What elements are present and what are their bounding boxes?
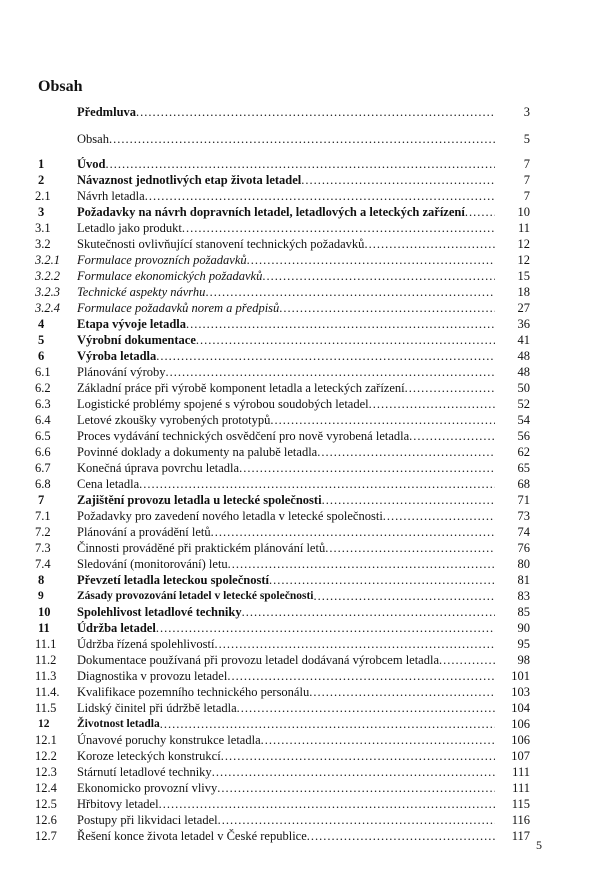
- toc-entry-page: 111: [512, 781, 530, 795]
- toc-entry-number: 3.2.3: [35, 285, 60, 299]
- toc-entry-page: 98: [517, 653, 530, 667]
- toc-entry-title: [77, 396, 495, 412]
- toc-entry-title: [77, 668, 495, 684]
- toc-leader-dots: [212, 764, 495, 780]
- toc-entry-page: 54: [517, 413, 530, 427]
- toc-entry-title-text: Úvod: [77, 157, 106, 171]
- toc-entry-title: [77, 780, 495, 796]
- toc-entry-title-text: Technické aspekty návrhu: [77, 285, 206, 299]
- toc-entry-title: [77, 636, 495, 652]
- toc-entry-title: [77, 236, 495, 252]
- toc-entry: [0, 652, 600, 668]
- toc-entry: [0, 428, 600, 444]
- toc-entry-title-text: Povinné doklady a dokumenty na palubě letadla: [77, 445, 318, 459]
- toc-leader-dots: [409, 428, 495, 444]
- toc-entry: [0, 220, 600, 236]
- toc-entry: [0, 540, 600, 556]
- toc-leader-dots: [205, 284, 495, 300]
- toc-entry: [0, 131, 600, 147]
- toc-entry-title: [77, 748, 495, 764]
- toc-entry-title: [77, 588, 495, 604]
- toc-entry-page: 104: [511, 701, 530, 715]
- toc-entry-number: 12.3: [35, 765, 57, 779]
- toc-entry-title-text: Diagnostika v provozu letadel: [77, 669, 228, 683]
- toc-entry-title-text: Údržba řízená spolehlivostí: [77, 637, 215, 651]
- toc-entry-title-text: Hřbitovy letadel: [77, 797, 159, 811]
- toc-entry: [0, 172, 600, 188]
- toc-entry-title-text: Koroze leteckých konstrukcí: [77, 749, 221, 763]
- toc-leader-dots: [221, 748, 495, 764]
- toc-entry-number: 11: [38, 621, 50, 635]
- toc-entry: [0, 268, 600, 284]
- toc-entry: [0, 556, 600, 572]
- toc-leader-dots: [364, 236, 495, 252]
- toc-entry-number: 11.2: [35, 653, 57, 667]
- toc-entry-title: [77, 764, 495, 780]
- toc-leader-dots: [325, 540, 495, 556]
- toc-entry-title-text: Ekonomicko provozní vlivy: [77, 781, 218, 795]
- toc-entry-number: 11.5: [35, 701, 57, 715]
- toc-leader-dots: [109, 131, 495, 147]
- toc-entry-page: 95: [517, 637, 530, 651]
- toc-leader-dots: [322, 492, 495, 508]
- toc-entry-title: [77, 556, 495, 572]
- toc-entry-page: 101: [511, 669, 530, 683]
- toc-leader-dots: [314, 588, 496, 604]
- toc-entry-title-text: Řešení konce života letadel v České republice: [77, 829, 307, 843]
- toc-entry-title: [77, 716, 495, 732]
- toc-entry-page: 115: [511, 797, 530, 811]
- toc-entry-number: 12.5: [35, 797, 57, 811]
- toc-entry: [0, 380, 600, 396]
- toc-entry-number: 6.2: [35, 381, 51, 395]
- toc-entry: [0, 764, 600, 780]
- toc-entry-title-text: Logistické problémy spojené s výrobou soudobých letadel: [77, 397, 369, 411]
- toc-entry-title-text: Požadavky na návrh dopravních letadel, letadlových a leteckých zařízení: [77, 205, 465, 219]
- page-title: Obsah: [38, 78, 83, 95]
- toc-entry-title: [77, 604, 495, 620]
- toc-entry-title-text: Výroba letadla: [77, 349, 157, 363]
- toc-entry: [0, 444, 600, 460]
- toc-entry-number: 6.7: [35, 461, 51, 475]
- toc-entry: [0, 104, 600, 120]
- toc-entry: [0, 716, 600, 732]
- toc-entry-page: 116: [511, 813, 530, 827]
- toc-entry-number: 7.1: [35, 509, 51, 523]
- toc-leader-dots: [269, 572, 495, 588]
- toc-entry-title-text: Cena letadla: [77, 477, 140, 491]
- toc-entry-page: 11: [517, 221, 530, 235]
- toc-entry-title: [77, 252, 495, 268]
- toc-entry-number: 3.2: [35, 237, 51, 251]
- toc-entry: [0, 156, 600, 172]
- toc-entry-title: [77, 131, 495, 147]
- toc-entry-title-text: Formulace ekonomických požadavků: [77, 269, 263, 283]
- toc-entry-page: 111: [512, 765, 530, 779]
- toc-entry-title: [77, 540, 495, 556]
- toc-entry-title: [77, 188, 495, 204]
- toc-entry-title-text: Plánování výroby: [77, 365, 166, 379]
- toc-entry-number: 12: [38, 718, 50, 730]
- toc-entry-title-text: Plánování a provádění letů: [77, 525, 211, 539]
- toc-entry-number: 11.1: [35, 637, 57, 651]
- toc-entry-number: 12.1: [35, 733, 57, 747]
- toc-entry-title-text: Životnost letadla: [77, 718, 160, 730]
- toc-entry-title: [77, 428, 495, 444]
- toc-entry-title: [77, 220, 495, 236]
- toc-entry: [0, 620, 600, 636]
- toc-entry-title-text: Letové zkoušky vyrobených prototypů: [77, 413, 271, 427]
- toc-entry-page: 7: [523, 157, 530, 171]
- toc-entry: [0, 284, 600, 300]
- toc-entry-page: 15: [517, 269, 530, 283]
- toc-entry-number: 10: [38, 605, 51, 619]
- toc-entry-number: 7: [38, 493, 45, 507]
- toc-entry-page: 106: [511, 717, 530, 731]
- toc-entry-title: [77, 172, 495, 188]
- toc-leader-dots: [279, 300, 495, 316]
- toc-entry-number: 12.4: [35, 781, 57, 795]
- toc-entry-title: [77, 380, 495, 396]
- toc-leader-dots: [301, 172, 495, 188]
- toc-entry-page: 90: [517, 621, 530, 635]
- toc-entry-number: 3.1: [35, 221, 51, 235]
- toc-entry-title: [77, 104, 495, 120]
- toc-entry-title-text: Stárnutí letadlové techniky: [77, 765, 212, 779]
- toc-entry-number: 9: [38, 590, 44, 602]
- toc-entry-title-text: Zajištění provozu letadla u letecké společnosti: [77, 493, 322, 507]
- toc-entry-number: 12.2: [35, 749, 57, 763]
- toc-entry-number: 7.4: [35, 557, 51, 571]
- toc-entry: [0, 412, 600, 428]
- toc-entry-title-text: Údržba letadel: [77, 621, 156, 635]
- toc-entry-title: [77, 412, 495, 428]
- toc-leader-dots: [136, 104, 495, 120]
- toc-entry-title-text: Převzetí letadla leteckou společností: [77, 573, 269, 587]
- toc-entry: [0, 316, 600, 332]
- toc-entry-title: [77, 684, 495, 700]
- toc-leader-dots: [139, 476, 495, 492]
- toc-entry-number: 6.5: [35, 429, 51, 443]
- toc-entry-number: 5: [38, 333, 45, 347]
- toc-entry-title-text: Obsah: [77, 132, 109, 146]
- toc-leader-dots: [242, 604, 495, 620]
- toc-entry: [0, 588, 600, 604]
- toc-entry-title: [77, 700, 495, 716]
- toc-entry-number: 11.4.: [35, 685, 60, 699]
- toc-entry-page: 85: [517, 605, 530, 619]
- toc-leader-dots: [166, 364, 495, 380]
- toc-entry-number: 2.1: [35, 189, 51, 203]
- toc-leader-dots: [218, 812, 495, 828]
- toc-entry-title: [77, 268, 495, 284]
- toc-entry-title: [77, 332, 495, 348]
- toc-entry: [0, 508, 600, 524]
- toc-entry-title: [77, 348, 495, 364]
- toc-leader-dots: [156, 348, 495, 364]
- toc-entry-page: 117: [511, 829, 530, 843]
- toc-entry-number: 7.2: [35, 525, 51, 539]
- toc-entry-title-text: Letadlo jako produkt: [77, 221, 182, 235]
- toc-entry: [0, 348, 600, 364]
- toc-leader-dots: [105, 156, 495, 172]
- toc-entry-number: 6: [38, 349, 45, 363]
- toc-entry-page: 62: [517, 445, 530, 459]
- toc-leader-dots: [383, 508, 495, 524]
- toc-entry-title-text: Kvalifikace pozemního technického personálu: [77, 685, 310, 699]
- toc-entry-number: 3.2.4: [35, 301, 60, 315]
- toc-entry: [0, 476, 600, 492]
- toc-entry: [0, 796, 600, 812]
- toc-entry-title-text: Skutečnosti ovlivňující stanovení technických požadavků: [77, 237, 365, 251]
- toc-entry-title-text: Formulace provozních požadavků: [77, 253, 247, 267]
- toc-entry: [0, 300, 600, 316]
- toc-entry-title: [77, 492, 495, 508]
- toc-leader-dots: [156, 620, 495, 636]
- toc-entry-title: [77, 812, 495, 828]
- toc-entry-number: 6.6: [35, 445, 51, 459]
- toc-entry-title-text: Lidský činitel při údržbě letadla: [77, 701, 237, 715]
- toc-entry-title-text: Únavové poruchy konstrukce letadla: [77, 733, 261, 747]
- toc-entry-page: 68: [517, 477, 530, 491]
- toc-entry: [0, 252, 600, 268]
- toc-entry-title-text: Proces vydávání technických osvědčení pro nově vyrobená letadla: [77, 429, 410, 443]
- toc-entry: [0, 524, 600, 540]
- toc-entry-page: 65: [517, 461, 530, 475]
- toc-entry-number: 4: [38, 317, 45, 331]
- toc-entry-title: [77, 300, 495, 316]
- toc-entry-title: [77, 284, 495, 300]
- toc-leader-dots: [196, 332, 495, 348]
- toc-entry-title: [77, 828, 495, 844]
- toc-entry-number: 6.1: [35, 365, 51, 379]
- toc-entry-page: 5: [523, 132, 530, 146]
- toc-leader-dots: [228, 556, 495, 572]
- toc-entry-page: 103: [511, 685, 530, 699]
- toc-entry-title: [77, 508, 495, 524]
- toc-entry-page: 106: [511, 733, 530, 747]
- toc-entry-page: 12: [517, 237, 530, 251]
- toc-leader-dots: [211, 524, 495, 540]
- toc-entry-number: 6.4: [35, 413, 51, 427]
- toc-entry-title-text: Spolehlivost letadlové techniky: [77, 605, 242, 619]
- toc-leader-dots: [145, 188, 495, 204]
- toc-entry: [0, 204, 600, 220]
- toc-entry-title: [77, 796, 495, 812]
- toc-entry: [0, 684, 600, 700]
- toc-entry-title: [77, 316, 495, 332]
- toc-leader-dots: [307, 828, 495, 844]
- toc-entry-title-text: Etapa vývoje letadla: [77, 317, 187, 331]
- toc-entry: [0, 700, 600, 716]
- toc-entry-title: [77, 444, 495, 460]
- toc-entry-page: 12: [517, 253, 530, 267]
- toc-leader-dots: [247, 252, 495, 268]
- toc-entry-page: 52: [517, 397, 530, 411]
- toc-entry-page: 27: [517, 301, 530, 315]
- toc-entry-page: 41: [517, 333, 530, 347]
- toc-entry: [0, 460, 600, 476]
- toc-leader-dots: [186, 316, 495, 332]
- toc-leader-dots: [217, 780, 495, 796]
- toc-entry-title: [77, 156, 495, 172]
- toc-entry-number: 6.3: [35, 397, 51, 411]
- toc-leader-dots: [262, 268, 495, 284]
- toc-entry-number: 3.2.2: [35, 269, 60, 283]
- toc-entry: [0, 812, 600, 828]
- toc-entry-page: 71: [517, 493, 530, 507]
- toc-entry-title: [77, 524, 495, 540]
- toc-entry-title-text: Zásady provozování letadel v letecké společnosti: [77, 590, 314, 602]
- toc-entry: [0, 364, 600, 380]
- toc-leader-dots: [237, 700, 495, 716]
- toc-leader-dots: [405, 380, 495, 396]
- toc-entry-page: 7: [523, 173, 530, 187]
- toc-entry-title-text: Dokumentace používaná při provozu letadel dodávaná výrobcem letadla: [77, 653, 440, 667]
- toc-entry-page: 76: [517, 541, 530, 555]
- toc-entry-title-text: Návrh letadla: [77, 189, 145, 203]
- toc-entry-page: 80: [517, 557, 530, 571]
- toc-entry: [0, 732, 600, 748]
- toc-leader-dots: [261, 732, 495, 748]
- toc-leader-dots: [317, 444, 495, 460]
- toc-entry-number: 12.7: [35, 829, 57, 843]
- toc-entry: [0, 188, 600, 204]
- toc-leader-dots: [182, 220, 495, 236]
- toc-leader-dots: [239, 460, 495, 476]
- toc-entry-title: [77, 476, 495, 492]
- toc-entry-title: [77, 652, 495, 668]
- toc-entry-page: 83: [517, 589, 530, 603]
- toc-entry-title: [77, 460, 495, 476]
- toc-entry-title-text: Konečná úprava povrchu letadla: [77, 461, 240, 475]
- toc-entry-number: 1: [38, 157, 45, 171]
- toc-entry-title-text: Činnosti prováděné při praktickém plánování letů: [77, 541, 326, 555]
- toc-entry-page: 56: [517, 429, 530, 443]
- toc-entry: [0, 636, 600, 652]
- toc-leader-dots: [160, 716, 495, 732]
- toc-entry-title-text: Základní práce při výrobě komponent letadla a leteckých zařízení: [77, 381, 405, 395]
- toc-entry-title-text: Požadavky pro zavedení nového letadla v letecké společnosti: [77, 509, 383, 523]
- page-number: 5: [536, 838, 542, 852]
- toc-entry: [0, 396, 600, 412]
- toc-entry-page: 48: [517, 349, 530, 363]
- toc-entry: [0, 780, 600, 796]
- toc-entry: [0, 236, 600, 252]
- toc-entry-title-text: Návaznost jednotlivých etap života letadel: [77, 173, 302, 187]
- toc-entry-page: 7: [523, 189, 530, 203]
- toc-entry: [0, 604, 600, 620]
- toc-entry-title-text: Formulace požadavků norem a předpisů: [77, 301, 280, 315]
- toc-entry-title: [77, 204, 495, 220]
- toc-entry-title-text: Výrobní dokumentace: [77, 333, 196, 347]
- toc-entry-page: 81: [517, 573, 530, 587]
- toc-entry-number: 3: [38, 205, 45, 219]
- toc-leader-dots: [159, 796, 495, 812]
- toc-entry-title-text: Postupy při likvidaci letadel: [77, 813, 218, 827]
- toc-entry-page: 3: [523, 105, 530, 119]
- toc-entry: [0, 492, 600, 508]
- toc-entry-page: 107: [511, 749, 530, 763]
- toc-entry-number: 7.3: [35, 541, 51, 555]
- toc-entry-title: [77, 572, 495, 588]
- toc-entry-page: 73: [517, 509, 530, 523]
- toc-leader-dots: [439, 652, 495, 668]
- toc-entry-number: 11.3: [35, 669, 57, 683]
- toc-entry-number: 12.6: [35, 813, 57, 827]
- toc-entry-title: [77, 620, 495, 636]
- toc-leader-dots: [309, 684, 495, 700]
- toc-entry: [0, 828, 600, 844]
- toc-entry-number: 8: [38, 573, 45, 587]
- toc-entry: [0, 572, 600, 588]
- toc-entry-page: 48: [517, 365, 530, 379]
- toc-entry-number: 2: [38, 173, 45, 187]
- toc-entry-title-text: Sledování (monitorování) letu: [77, 557, 228, 571]
- toc-entry: [0, 668, 600, 684]
- toc-entry-title: [77, 364, 495, 380]
- toc-leader-dots: [227, 668, 495, 684]
- toc-entry: [0, 748, 600, 764]
- toc-entry-page: 18: [517, 285, 530, 299]
- toc-leader-dots: [369, 396, 495, 412]
- toc-entry-page: 74: [517, 525, 530, 539]
- toc-entry-page: 50: [517, 381, 530, 395]
- toc-entry-page: 10: [517, 205, 530, 219]
- toc-entry-number: 6.8: [35, 477, 51, 491]
- toc-entry: [0, 332, 600, 348]
- toc-entry-page: 36: [517, 317, 530, 331]
- toc-leader-dots: [214, 636, 495, 652]
- toc-leader-dots: [270, 412, 495, 428]
- toc-entry-number: 3.2.1: [35, 253, 60, 267]
- toc-entry-title-text: Předmluva: [77, 105, 137, 119]
- toc-entry-title: [77, 732, 495, 748]
